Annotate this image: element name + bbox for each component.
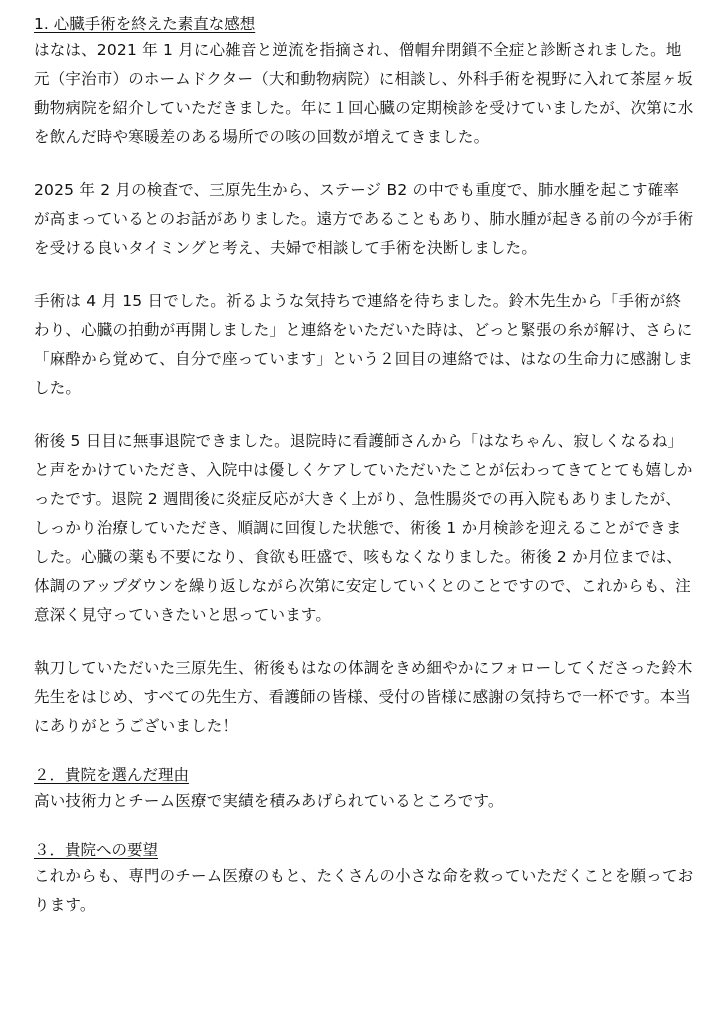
section3-paragraph: これからも、専門のチーム医療のもと、たくさんの小さな命を救っていただくことを願っております。 [34, 867, 694, 914]
section2-heading: ２．貴院を選んだ理由 [34, 766, 190, 784]
section2-paragraph: 高い技術力とチーム医療で実績を積みあげられているところです。 [34, 792, 504, 810]
section1-heading: 1. 心臓手術を終えた素直な感想 [34, 15, 256, 33]
section1-paragraph-5: 執刀していただいた三原先生、術後もはなの体調をきめ細やかにフォローしてくださった鈴木先生をはじめ、すべての先生方、看護師の皆様、受付の皆様に感謝の気持ちで一杯です。本当にありがとうございました！ [34, 659, 693, 735]
section1-paragraph-3: 手術は 4 月 15 日でした。祈るような気持ちで連絡を待ちました。鈴木先生から「手術が終わり、心臓の拍動が再開しました」と連絡をいただいた時は、どっと緊張の糸が解け、さらに「麻酔から覚めて、自分で座っています」という２回目の連絡では、はなの生命力に感謝しました。 [34, 292, 694, 397]
section1-paragraph-4: 術後 5 日目に無事退院できました。退院時に看護師さんから「はなちゃん、寂しくなるね」と声をかけていただき、入院中は優しくケアしていただいたことが伝わってきてとても嬉しかったです。退院 2 週間後に炎症反応が大きく上がり、急性腸炎での再入院もありましたが、しっかり治療していただき、順調に回復した状態で、術後 1 か月検診を迎えることができました。心臓の薬も不要になり、食欲も旺盛で、咳もなくなりました。術後 2 か月位までは、体調のアップダウンを繰り返しながら次第に安定していくとのことですので、これからも、注意深く見守っていきたいと思っています。 [34, 432, 693, 624]
section1-paragraph-2: 2025 年 2 月の検査で、三原先生から、ステージ B2 の中でも重度で、肺水腫を起こす確率が高まっているとのお話がありました。遠方であることもあり、肺水腫が起きる前の今が手術を受ける良いタイミングと考え、夫婦で相談して手術を決断しました。 [34, 181, 694, 257]
section1-paragraph-1: はなは、2021 年 1 月に心雑音と逆流を指摘され、僧帽弁閉鎖不全症と診断されました。地元（宇治市）のホームドクター（大和動物病院）に相談し、外科手術を視野に入れて茶屋ヶ坂動物病院を紹介していただきました。年に１回心臓の定期検診を受けていましたが、次第に水を飲んだ時や寒暖差のある場所での咳の回数が増えてきました。 [34, 41, 694, 146]
section3-heading: ３．貴院への要望 [34, 841, 159, 859]
